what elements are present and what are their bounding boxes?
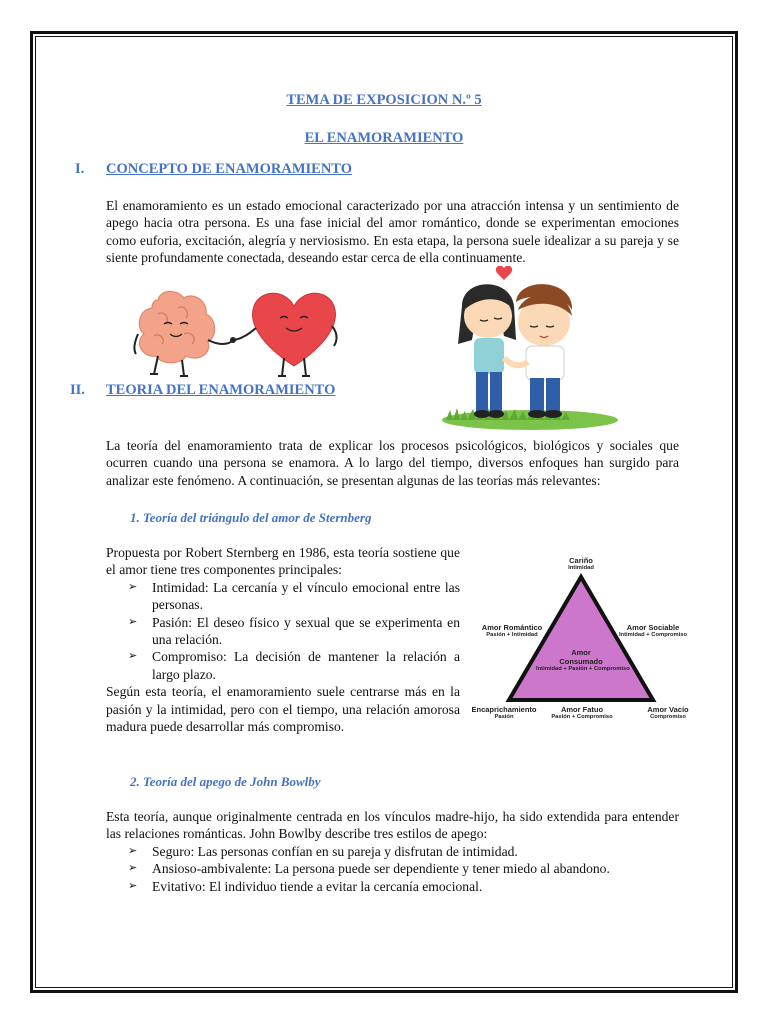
- section-1-heading: CONCEPTO DE ENAMORAMIENTO: [106, 161, 352, 177]
- section-1-number: I.: [75, 161, 85, 177]
- label-encaprichamiento: Encaprichamiento Pasión: [471, 705, 537, 720]
- label-amor-sociable: Amor Sociable Intimidad + Compromiso: [618, 623, 688, 638]
- label-amor-romantico: Amor Romántico Pasión + Intimidad: [481, 623, 543, 638]
- arrow-bullet-icon: ➢: [128, 844, 138, 857]
- arrow-bullet-icon: ➢: [128, 879, 138, 892]
- document-subtitle: EL ENAMORAMIENTO: [304, 130, 464, 146]
- boy-figure: [504, 284, 572, 418]
- theory-1-closing: Según esta teoría, el enamoramiento suele centrarse más en la pasión y la intimidad, pero con el tiempo, una relación amorosa madura puede desarrollar más compromiso.: [106, 684, 460, 735]
- theory-2-intro: Esta teoría, aunque originalmente centrada en los vínculos madre-hijo, ha sido extendida para entender las relaciones románticas. John Bowlby describe tres estilos de apego:: [106, 809, 679, 842]
- brain-icon: [134, 291, 234, 376]
- section-2-heading: TEORIA DEL ENAMORAMIENTO: [106, 382, 336, 398]
- list-item: ➢ Ansioso-ambivalente: La persona puede ser dependiente y tener miedo al abandono.: [128, 861, 610, 877]
- section-2-number: II.: [70, 382, 85, 398]
- theory-1-block: [106, 544, 460, 735]
- couple-illustration: [440, 266, 620, 432]
- brain-heart-illustration: [128, 278, 338, 382]
- label-amor-fatuo: Amor Fatuo Pasión + Compromiso: [551, 705, 613, 720]
- theory-1-intro: Propuesta por Robert Sternberg en 1986, esta teoría sostiene que el amor tiene tres componentes principales:: [106, 545, 460, 578]
- arrow-bullet-icon: ➢: [128, 615, 138, 628]
- list-item: ➢ Evitativo: El individuo tiende a evitar la cercanía emocional.: [128, 878, 483, 894]
- list-item: ➢ Compromiso: La decisión de mantener la relación a largo plazo.: [128, 649, 460, 682]
- label-carino: Cariño Intimidad: [568, 556, 594, 571]
- small-heart-icon: [496, 266, 512, 280]
- theory-1-bullet-list: [106, 579, 460, 683]
- document-title: TEMA DE EXPOSICION N.º 5: [286, 92, 482, 108]
- theory-2-block: [106, 808, 679, 895]
- theory-2-bullet-list: [106, 843, 679, 895]
- arrow-bullet-icon: ➢: [128, 650, 138, 663]
- arrow-bullet-icon: ➢: [128, 580, 138, 593]
- girl-figure: [458, 284, 516, 418]
- list-item: ➢ Intimidad: La cercanía y el vínculo emocional entre las personas.: [128, 579, 460, 613]
- sternberg-triangle-diagram: [468, 552, 698, 732]
- section-2-paragraph: La teoría del enamoramiento trata de explicar los procesos psicológicos, biológicos y sociales que ocurren cuando una persona se enamora. A lo largo del tiempo, diversos enfoques han surgido para analizar este fenómeno. A continuación, se presentan algunas de las teorías más relevantes:: [106, 438, 679, 488]
- label-amor-vacio: Amor Vacío Compromiso: [647, 705, 689, 720]
- theory-1-heading: 1. Teoría del triángulo del amor de Sternberg: [130, 510, 372, 525]
- list-item: ➢ Pasión: El deseo físico y sexual que se experimenta en una relación.: [128, 614, 460, 648]
- list-item: ➢ Seguro: Las personas confían en su pareja y disfrutan de intimidad.: [128, 843, 518, 859]
- heart-icon: [230, 293, 337, 376]
- label-amor-consumado: Amor Consumado Intimidad + Pasión + Compromiso: [536, 648, 630, 672]
- section-1-paragraph: El enamoramiento es un estado emocional caracterizado por una atracción intensa y un sentimiento de apego hacia otra persona. Es una fase inicial del amor romántico, donde se experimentan emociones como euforia, excitación, alegría y nerviosismo. En esta etapa, la persona suele idealizar a su pareja y se siente profundamente conectada, deseando estar cerca de ella continuamente.: [106, 198, 679, 266]
- arrow-bullet-icon: ➢: [128, 862, 138, 875]
- theory-2-heading: 2. Teoría del apego de John Bowlby: [130, 774, 321, 789]
